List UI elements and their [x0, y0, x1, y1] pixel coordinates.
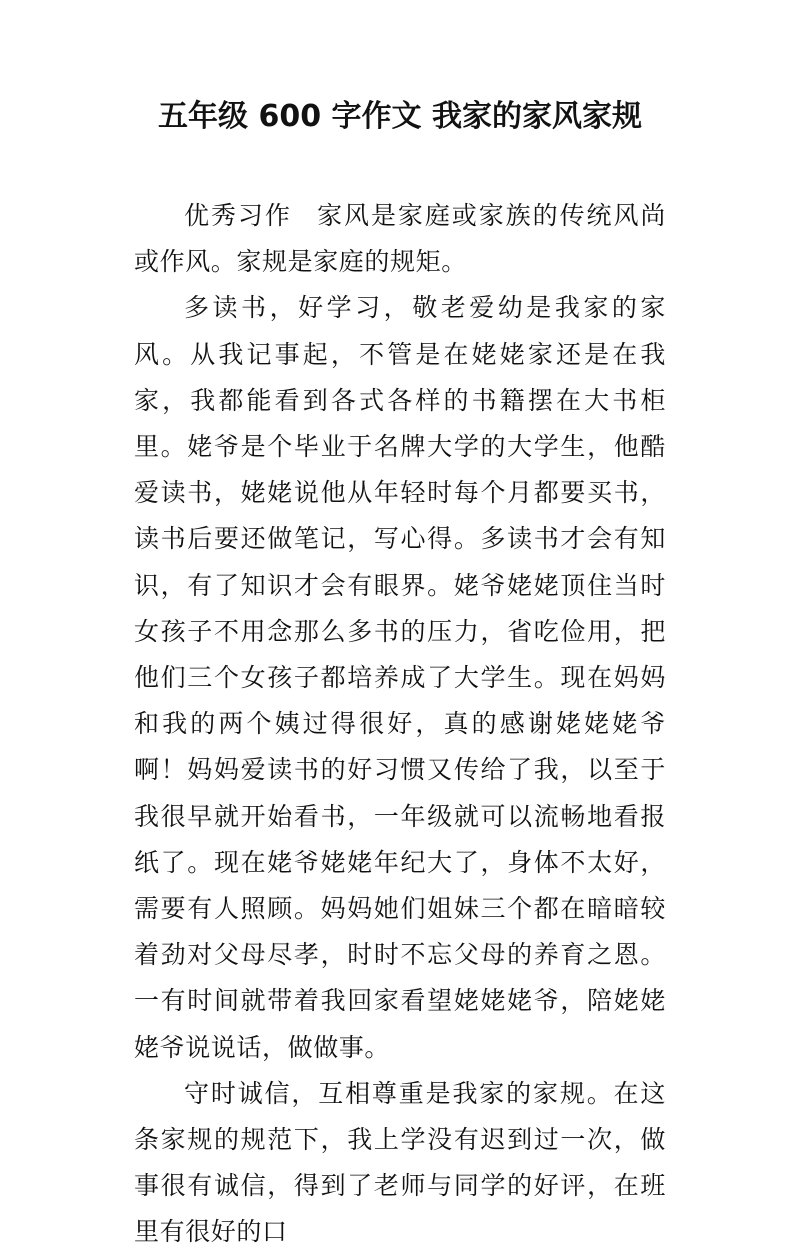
document-title: 五年级 600 字作文 我家的家风家规: [158, 99, 642, 134]
document-body: [134, 193, 666, 1256]
intro-label: 优秀习作: [184, 201, 292, 230]
paragraph-family-style: 多读书，好学习，敬老爱幼是我家的家风。从我记事起，不管是在姥姥家还是在我家，我都能看到各式各样的书籍摆在大书柜里。姥爷是个毕业于名牌大学的大学生，他酷爱读书，姥姥说他从年轻时每个月都要买书，读书后要还做笔记，写心得。多读书才会有知识，有了知识才会有眼界。姥爷姥姥顶住当时女孩子不用念那么多书的压力，省吃俭用，把他们三个女孩子都培养成了大学生。现在妈妈和我的两个姨过得很好，真的感谢姥姥姥爷啊！妈妈爱读书的好习惯又传给了我，以至于我很早就开始看书，一年级就可以流畅地看报纸了。现在姥爷姥姥年纪大了，身体不太好，需要有人照顾。妈妈她们姐妹三个都在暗暗较着劲对父母尽孝，时时不忘父母的养育之恩。一有时间就带着我回家看望姥姥姥爷，陪姥姥姥爷说说话，做做事。: [134, 293, 666, 1062]
intro-paragraph: [134, 193, 666, 285]
paragraph-family-rules: 守时诚信，互相尊重是我家的家规。在这条家规的规范下，我上学没有迟到过一次，做事很有诚信，得到了老师与同学的好评，在班里有很好的口: [134, 1078, 666, 1247]
intro-text: 家风是家庭或家族的传统风尚或作风。家规是家庭的规矩。: [134, 201, 666, 277]
